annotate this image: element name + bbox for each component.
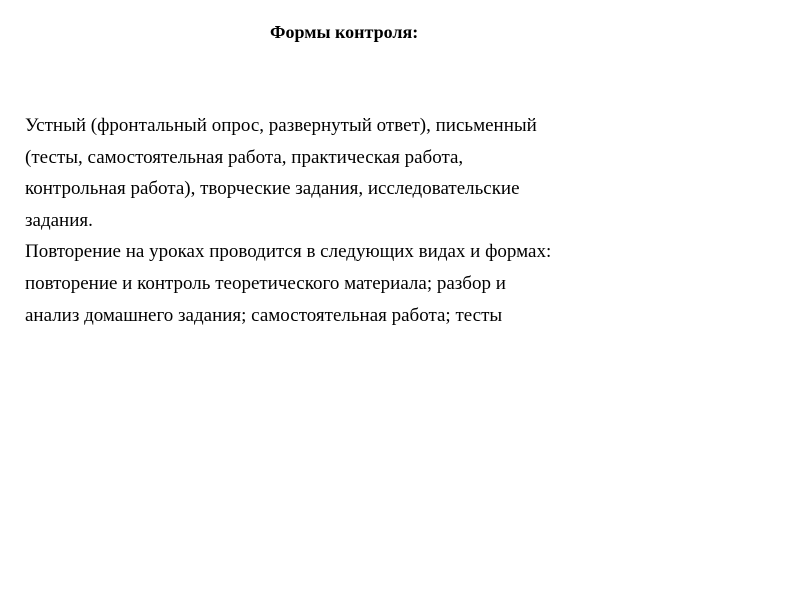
text-line: повторение и контроль теоретического материала; разбор и [25, 272, 506, 294]
slide-body [25, 110, 795, 331]
text-line: задания. [25, 209, 93, 231]
text-line: контрольная работа), творческие задания, исследовательские [25, 178, 520, 200]
text-line: анализ домашнего задания; самостоятельная работа; тесты [25, 304, 503, 326]
paragraph-repetition [25, 236, 795, 331]
text-line: (тесты, самостоятельная работа, практическая работа, [25, 146, 464, 168]
paragraph-forms-of-control [25, 110, 795, 236]
text-line: Повторение на уроках проводится в следующих видах и формах: [25, 241, 552, 263]
text-line: Устный (фронтальный опрос, развернутый ответ), письменный [25, 115, 537, 136]
slide-title: Формы контроля: [270, 22, 419, 42]
